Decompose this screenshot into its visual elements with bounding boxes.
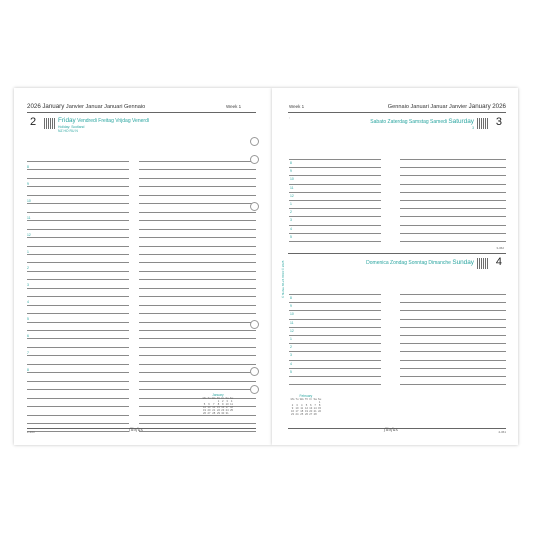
writing-line bbox=[27, 296, 129, 297]
weekday-label: We bbox=[299, 398, 304, 401]
writing-line bbox=[139, 305, 256, 306]
writing-line bbox=[400, 294, 506, 295]
hour-label: 8 bbox=[27, 165, 29, 169]
hour-label: 11 bbox=[27, 215, 31, 220]
calendar-day: 8 bbox=[217, 403, 220, 406]
calendar-day: 3 bbox=[226, 400, 228, 403]
writing-line bbox=[27, 212, 129, 213]
day-name-translations: Vendredi Freitag Vrijdag Venerdì bbox=[77, 118, 150, 124]
weekday-label: Sa bbox=[225, 397, 229, 400]
calendar-day: 23 bbox=[290, 413, 294, 416]
writing-line bbox=[139, 398, 256, 399]
writing-line bbox=[289, 376, 381, 377]
writing-line bbox=[139, 296, 256, 297]
saturday-code: 3 bbox=[472, 126, 474, 130]
writing-line bbox=[289, 343, 381, 344]
calendar-day: 9 bbox=[222, 403, 224, 406]
hour-label: 3 bbox=[290, 353, 292, 358]
ring-hole bbox=[250, 202, 259, 211]
calendar-day bbox=[317, 413, 321, 416]
week-label: Week 1 bbox=[289, 104, 305, 109]
writing-line bbox=[27, 313, 129, 314]
writing-line bbox=[27, 203, 129, 204]
calendar-day: 23 bbox=[221, 409, 225, 412]
calendar-day: 31 bbox=[225, 412, 229, 415]
calendar-day: 22 bbox=[216, 409, 220, 412]
calendar-day: 6 bbox=[208, 403, 210, 406]
writing-line bbox=[289, 200, 381, 201]
weekday-label: Fr bbox=[309, 398, 313, 401]
saturday-number: 3 bbox=[495, 116, 502, 128]
writing-line bbox=[400, 310, 506, 311]
saturday-name bbox=[370, 118, 474, 125]
calendar-day bbox=[229, 412, 233, 415]
writing-line bbox=[289, 233, 381, 234]
writing-line bbox=[289, 167, 381, 168]
calendar-day: 25 bbox=[300, 413, 304, 416]
weekday-label: Mo bbox=[202, 397, 207, 400]
writing-line bbox=[139, 347, 256, 348]
right-page-header bbox=[388, 103, 506, 110]
writing-line bbox=[289, 302, 381, 303]
hour-label: 5 bbox=[290, 234, 292, 239]
calendar-day: 7 bbox=[314, 404, 316, 407]
calendar-day: 28 bbox=[313, 413, 317, 416]
writing-line bbox=[27, 220, 129, 221]
right-diary-page bbox=[272, 88, 518, 445]
calendar-day: 30 bbox=[221, 412, 225, 415]
calendar-day: 3 bbox=[296, 404, 298, 407]
writing-line bbox=[27, 288, 129, 289]
writing-line bbox=[289, 208, 381, 209]
writing-line bbox=[27, 406, 129, 407]
weekday-label: Th bbox=[304, 398, 309, 401]
calendar-day: 20 bbox=[207, 409, 211, 412]
hour-label: 10 bbox=[290, 312, 294, 317]
hour-label: 12 bbox=[27, 232, 31, 237]
calendar-day: 17 bbox=[295, 410, 299, 413]
calendar-day: 15 bbox=[318, 407, 322, 410]
writing-line bbox=[289, 225, 381, 226]
writing-line bbox=[27, 169, 129, 170]
header-month: January bbox=[42, 103, 65, 110]
ring-hole bbox=[250, 385, 259, 394]
writing-line bbox=[139, 372, 256, 373]
header-month: January bbox=[468, 103, 491, 110]
writing-line bbox=[139, 237, 256, 238]
saturday-en: Saturday bbox=[448, 118, 474, 125]
writing-line bbox=[289, 192, 381, 193]
writing-line bbox=[289, 351, 381, 352]
hour-label: 8 bbox=[290, 296, 292, 300]
header-rule bbox=[288, 112, 506, 113]
writing-line bbox=[27, 398, 129, 399]
hour-label: 5 bbox=[290, 369, 292, 374]
calendar-day: 15 bbox=[216, 406, 220, 409]
mini-calendar-month: February bbox=[299, 394, 313, 398]
writing-line bbox=[139, 195, 256, 196]
writing-line bbox=[27, 372, 129, 373]
day-name-en: Friday bbox=[58, 117, 76, 124]
calendar-day: 4 bbox=[300, 404, 303, 407]
hour-label: 4 bbox=[27, 300, 29, 305]
writing-line bbox=[139, 262, 256, 263]
writing-line bbox=[400, 327, 506, 328]
qr-code-icon bbox=[477, 258, 488, 269]
writing-line bbox=[400, 200, 506, 201]
calendar-day: 13 bbox=[309, 407, 313, 410]
writing-line bbox=[27, 254, 129, 255]
writing-line bbox=[27, 178, 129, 179]
filofax-logo: filofax bbox=[129, 428, 144, 433]
writing-line bbox=[139, 322, 256, 323]
writing-line bbox=[289, 159, 381, 160]
hour-label: 2 bbox=[290, 210, 292, 215]
calendar-day: 8 bbox=[318, 404, 321, 407]
hour-label: 8 bbox=[290, 161, 292, 165]
sunday-en: Sunday bbox=[452, 259, 474, 266]
calendar-day: 11 bbox=[300, 407, 304, 410]
hour-label: 10 bbox=[290, 177, 294, 182]
writing-line bbox=[400, 216, 506, 217]
qr-code-icon bbox=[44, 118, 55, 129]
calendar-day: 21 bbox=[212, 409, 216, 412]
writing-line bbox=[27, 355, 129, 356]
header-rule bbox=[27, 112, 256, 113]
header-month-translations: Gennaio Januari Januar Janvier bbox=[387, 104, 468, 110]
ring-hole bbox=[250, 155, 259, 164]
writing-line bbox=[27, 305, 129, 306]
calendar-day: 2 bbox=[222, 400, 224, 403]
weekday-label: Sa bbox=[313, 398, 317, 401]
mini-calendar-january bbox=[202, 393, 234, 415]
day-name bbox=[58, 117, 149, 124]
writing-line bbox=[27, 237, 129, 238]
writing-line bbox=[139, 313, 256, 314]
hour-label: 5 bbox=[27, 317, 29, 322]
writing-line bbox=[289, 241, 381, 242]
hour-label: 4 bbox=[290, 226, 292, 231]
writing-line bbox=[139, 423, 256, 424]
writing-line bbox=[400, 368, 506, 369]
hour-label: 3 bbox=[290, 218, 292, 223]
calendar-day: 18 bbox=[300, 410, 304, 413]
calendar-day: 21 bbox=[313, 410, 317, 413]
writing-line bbox=[139, 406, 256, 407]
writing-line bbox=[27, 431, 129, 432]
page-code: 2-363 bbox=[27, 430, 35, 434]
hour-label: 7 bbox=[27, 350, 29, 355]
calendar-day: 24 bbox=[295, 413, 299, 416]
calendar-day: 16 bbox=[221, 406, 225, 409]
calendar-day: 10 bbox=[225, 403, 229, 406]
hour-label: 1 bbox=[27, 249, 29, 254]
calendar-day: 26 bbox=[202, 412, 206, 415]
calendar-day: 24 bbox=[225, 409, 229, 412]
hour-label: 12 bbox=[290, 328, 294, 333]
hour-label: 4 bbox=[290, 361, 292, 366]
writing-line bbox=[139, 355, 256, 356]
writing-line bbox=[27, 229, 129, 230]
sunday-translations: Domenica Zondag Sonntag Dimanche bbox=[366, 260, 451, 266]
calendar-day: 19 bbox=[202, 409, 206, 412]
weekday-label: Th bbox=[216, 397, 221, 400]
calendar-day: 5 bbox=[203, 403, 206, 406]
calendar-day: 6 bbox=[310, 404, 312, 407]
calendar-day: 16 bbox=[290, 410, 294, 413]
writing-line bbox=[27, 246, 129, 247]
calendar-day: 26 bbox=[304, 413, 308, 416]
calendar-day: 4 bbox=[230, 400, 233, 403]
writing-line bbox=[139, 246, 256, 247]
writing-line bbox=[139, 169, 256, 170]
writing-line bbox=[139, 212, 256, 213]
writing-line bbox=[400, 167, 506, 168]
calendar-day: 13 bbox=[207, 406, 211, 409]
writing-line bbox=[27, 262, 129, 263]
holiday-note: Holiday: Scotland bbox=[58, 125, 85, 129]
holiday-codes: NZ HO RU N bbox=[58, 129, 78, 133]
writing-line bbox=[400, 376, 506, 377]
writing-line bbox=[27, 195, 129, 196]
week-label: Week 1 bbox=[226, 104, 242, 109]
hour-label: 1 bbox=[290, 337, 292, 341]
writing-line bbox=[400, 225, 506, 226]
hour-label: 2 bbox=[290, 345, 292, 350]
writing-line bbox=[400, 192, 506, 193]
writing-line bbox=[27, 271, 129, 272]
writing-line bbox=[289, 368, 381, 369]
hour-label: 12 bbox=[290, 193, 294, 198]
hour-label: 2 bbox=[27, 266, 29, 271]
mini-calendar-month: January bbox=[212, 393, 224, 397]
calendar-day: 12 bbox=[304, 407, 308, 410]
writing-line bbox=[27, 322, 129, 323]
writing-line bbox=[289, 294, 381, 295]
ring-hole bbox=[250, 137, 259, 146]
mid-page-code: 3-362 bbox=[496, 246, 504, 250]
weekday-label: Su bbox=[317, 398, 322, 401]
mini-calendar-february bbox=[290, 394, 322, 416]
writing-line bbox=[289, 216, 381, 217]
calendar-week-row bbox=[202, 412, 234, 415]
writing-line bbox=[400, 184, 506, 185]
vertical-copyright: © filofax 68-24 8019 © 2025 bbox=[281, 260, 285, 298]
weekday-label: Tu bbox=[295, 398, 299, 401]
writing-line bbox=[27, 415, 129, 416]
writing-line bbox=[139, 338, 256, 339]
calendar-day: 22 bbox=[318, 410, 322, 413]
calendar-day: 20 bbox=[309, 410, 313, 413]
writing-line bbox=[27, 161, 129, 162]
writing-line bbox=[139, 330, 256, 331]
writing-line bbox=[139, 381, 256, 382]
calendar-day: 2 bbox=[291, 404, 294, 407]
writing-line bbox=[139, 364, 256, 365]
saturday-translations: Sabato Zaterdag Samstag Samedi bbox=[370, 119, 448, 125]
writing-line bbox=[27, 338, 129, 339]
writing-line bbox=[139, 415, 256, 416]
writing-line bbox=[289, 319, 381, 320]
writing-line bbox=[289, 335, 381, 336]
calendar-day: 14 bbox=[313, 407, 317, 410]
calendar-day: 14 bbox=[212, 406, 216, 409]
mini-calendar-grid bbox=[290, 398, 322, 416]
writing-line bbox=[289, 360, 381, 361]
writing-line bbox=[27, 279, 129, 280]
writing-line bbox=[139, 271, 256, 272]
writing-line bbox=[139, 431, 256, 432]
hour-label: 11 bbox=[290, 185, 294, 190]
calendar-day: 1 bbox=[217, 400, 220, 403]
writing-line bbox=[139, 389, 256, 390]
writing-line bbox=[139, 254, 256, 255]
writing-line bbox=[27, 347, 129, 348]
hour-label: 10 bbox=[27, 198, 31, 203]
calendar-day: 28 bbox=[212, 412, 216, 415]
hour-label: 6 bbox=[27, 334, 29, 338]
writing-line bbox=[27, 364, 129, 365]
calendar-day: 17 bbox=[225, 406, 229, 409]
hour-label: 3 bbox=[27, 283, 29, 288]
day-number: 2 bbox=[30, 116, 37, 128]
calendar-day: 18 bbox=[230, 406, 234, 409]
ring-hole bbox=[250, 367, 259, 376]
calendar-day: 27 bbox=[309, 413, 313, 416]
mini-calendar-grid bbox=[202, 397, 234, 415]
hour-label: 9 bbox=[290, 169, 292, 174]
header-month-translations: Janvier Januar Januari Gennaio bbox=[65, 104, 146, 110]
hour-label: 9 bbox=[290, 304, 292, 309]
writing-line bbox=[400, 351, 506, 352]
calendar-day: 11 bbox=[230, 403, 233, 406]
header-year: 2026 bbox=[27, 103, 41, 110]
left-diary-page bbox=[14, 88, 272, 445]
writing-line bbox=[139, 203, 256, 204]
writing-line bbox=[139, 161, 256, 162]
writing-line bbox=[400, 360, 506, 361]
hour-label: 11 bbox=[290, 320, 294, 325]
sunday-name bbox=[366, 259, 474, 266]
ring-hole bbox=[250, 320, 259, 329]
writing-line bbox=[289, 310, 381, 311]
writing-line bbox=[27, 381, 129, 382]
writing-line bbox=[400, 208, 506, 209]
calendar-week-row bbox=[290, 413, 322, 416]
calendar-day: 1 bbox=[318, 401, 321, 404]
calendar-day: 10 bbox=[295, 407, 299, 410]
writing-line bbox=[139, 220, 256, 221]
weekday-label: Mo bbox=[290, 398, 295, 401]
writing-line bbox=[139, 186, 256, 187]
calendar-day: 5 bbox=[305, 404, 308, 407]
hour-label: 8 bbox=[27, 367, 29, 372]
filofax-logo: filofax bbox=[384, 428, 399, 433]
calendar-day: 27 bbox=[207, 412, 211, 415]
qr-code-icon bbox=[477, 118, 488, 129]
calendar-day: 29 bbox=[216, 412, 220, 415]
weekday-label: We bbox=[211, 397, 216, 400]
bullet-marker: ◦ bbox=[289, 116, 291, 120]
writing-line bbox=[289, 327, 381, 328]
writing-line bbox=[289, 384, 381, 385]
writing-line bbox=[400, 159, 506, 160]
weekday-label: Tu bbox=[207, 397, 211, 400]
writing-line bbox=[400, 343, 506, 344]
header-year: 2026 bbox=[492, 103, 506, 110]
hour-label: 1 bbox=[290, 202, 292, 206]
writing-line bbox=[400, 384, 506, 385]
weekday-label: Fr bbox=[221, 397, 225, 400]
writing-line bbox=[139, 279, 256, 280]
sunday-number: 4 bbox=[495, 256, 502, 268]
calendar-day: 9 bbox=[291, 407, 294, 410]
writing-line bbox=[139, 288, 256, 289]
hour-label: 9 bbox=[27, 181, 29, 186]
writing-line bbox=[27, 330, 129, 331]
calendar-day: 7 bbox=[212, 403, 215, 406]
calendar-day: 25 bbox=[230, 409, 234, 412]
sunday-rule bbox=[288, 253, 506, 254]
weekday-label: Su bbox=[229, 397, 234, 400]
writing-line bbox=[27, 389, 129, 390]
page-code: 4-361 bbox=[498, 430, 506, 434]
writing-line bbox=[289, 175, 381, 176]
calendar-day: 12 bbox=[202, 406, 206, 409]
writing-line bbox=[27, 186, 129, 187]
writing-line bbox=[400, 319, 506, 320]
writing-line bbox=[400, 175, 506, 176]
writing-line bbox=[139, 178, 256, 179]
writing-line bbox=[27, 423, 129, 424]
writing-line bbox=[289, 184, 381, 185]
writing-line bbox=[400, 302, 506, 303]
left-page-header bbox=[27, 103, 145, 110]
writing-line bbox=[400, 335, 506, 336]
writing-line bbox=[139, 229, 256, 230]
writing-line bbox=[400, 241, 506, 242]
writing-line bbox=[400, 233, 506, 234]
calendar-day: 19 bbox=[304, 410, 308, 413]
